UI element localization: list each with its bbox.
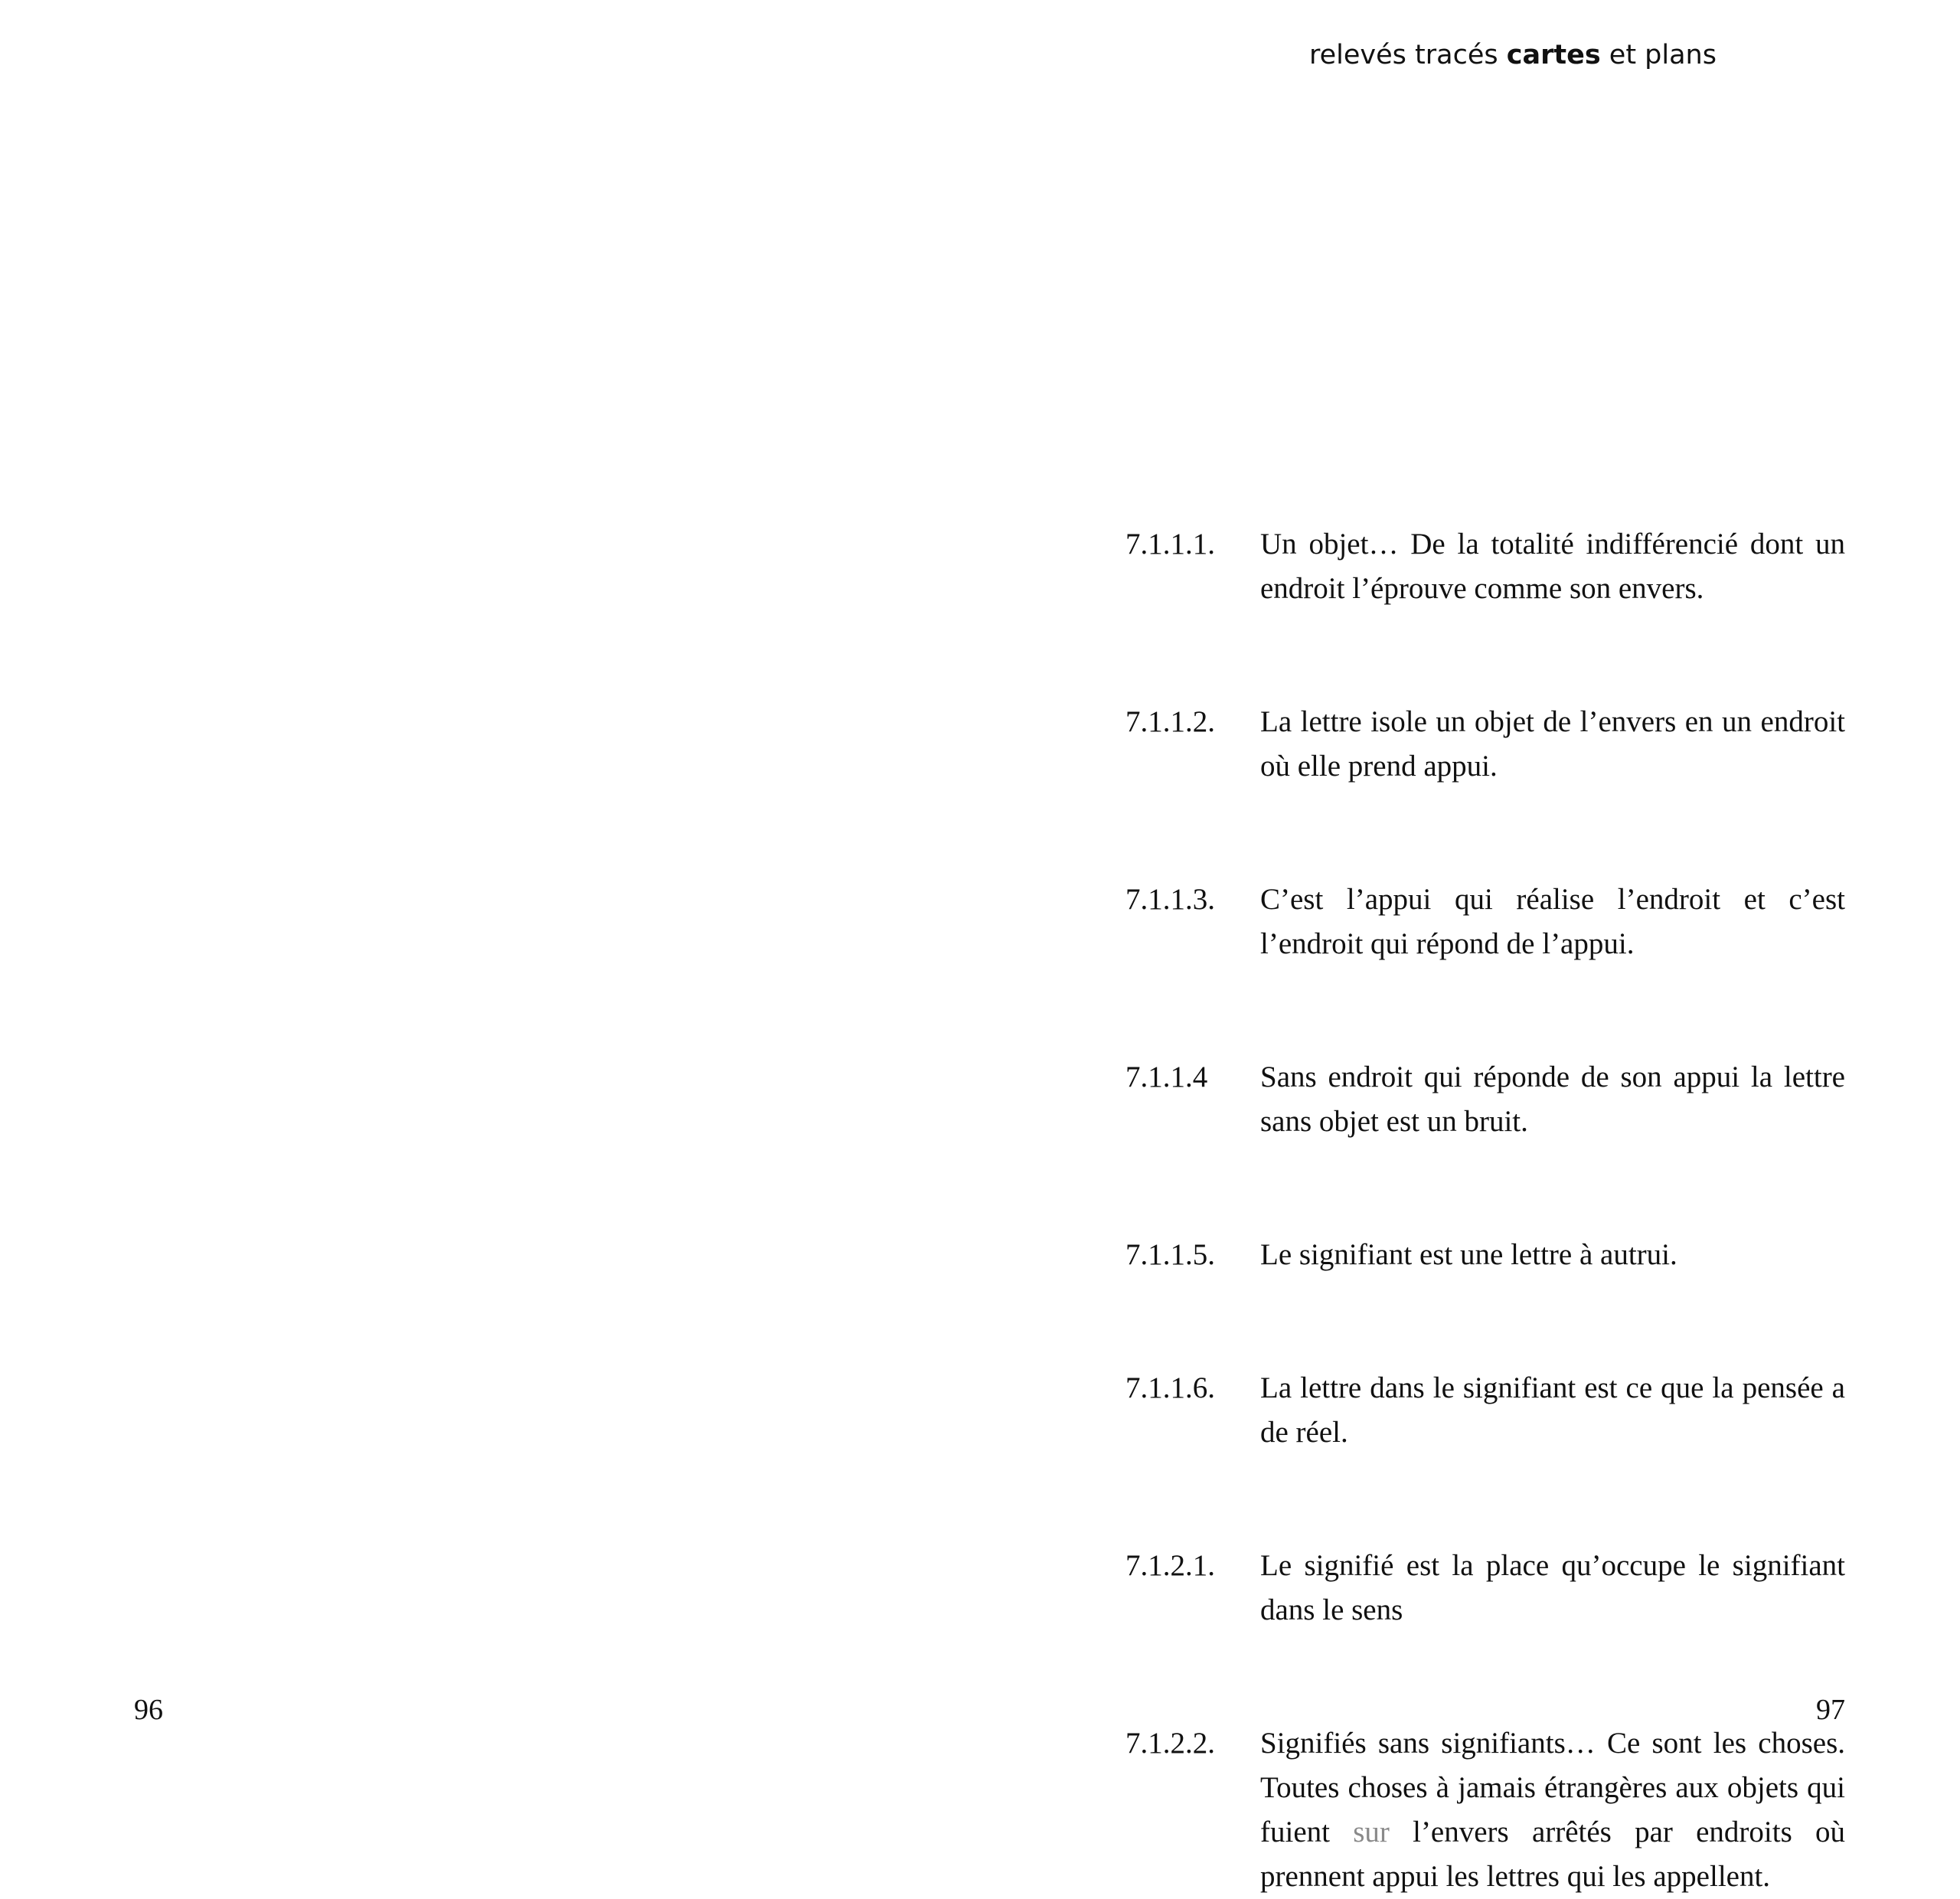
page-number-right: 97	[1816, 1694, 1845, 1726]
proposition-text	[1260, 1721, 1845, 1899]
proposition-number: 7.1.1.2.	[1125, 705, 1215, 738]
proposition-7-1-1-2	[1125, 700, 1845, 789]
proposition-number: 7.1.2.2.	[1125, 1727, 1215, 1760]
proposition-text: La lettre dans le signifiant est ce que la pensée a de réel.	[1260, 1371, 1845, 1449]
proposition-7-1-1-4	[1125, 1055, 1845, 1144]
running-head	[1309, 40, 1717, 70]
proposition-number: 7.1.1.3.	[1125, 883, 1215, 916]
proposition-number: 7.1.1.1.	[1125, 528, 1215, 561]
proposition-text: Le signifié est la place qu’occupe le signifiant dans le sens	[1260, 1549, 1845, 1626]
proposition-7-1-1-6	[1125, 1366, 1845, 1455]
proposition-number: 7.1.1.5.	[1125, 1238, 1215, 1271]
faded-word: sur	[1353, 1816, 1390, 1848]
proposition-text: C’est l’appui qui réalise l’endroit et c’est l’endroit qui répond de l’appui.	[1260, 883, 1845, 960]
proposition-text-after: l’envers arrêtés par endroits où prennent appui les lettres qui les appellent.	[1260, 1816, 1846, 1893]
proposition-7-1-1-3	[1125, 878, 1845, 966]
numbered-propositions	[1125, 522, 1845, 1899]
proposition-7-1-2-1	[1125, 1544, 1845, 1633]
proposition-text: Un objet… De la totalité indifférencié dont un endroit l’éprouve comme son envers.	[1260, 528, 1845, 605]
proposition-text: Le signifiant est une lettre à autrui.	[1260, 1238, 1677, 1271]
running-head-prefix: relevés tracés	[1309, 40, 1507, 70]
proposition-number: 7.1.1.6.	[1125, 1371, 1215, 1404]
proposition-7-1-2-2	[1125, 1721, 1845, 1899]
proposition-number: 7.1.2.1.	[1125, 1549, 1215, 1582]
proposition-text: La lettre isole un objet de l’envers en un endroit où elle prend appui.	[1260, 705, 1845, 783]
proposition-text: Sans endroit qui réponde de son appui la lettre sans objet est un bruit.	[1260, 1061, 1845, 1138]
proposition-7-1-1-5	[1125, 1233, 1845, 1277]
page-number-left: 96	[134, 1694, 163, 1726]
proposition-text-before: Signifiés sans signifiants… Ce sont les choses. Toutes choses à jamais étrangères aux objets qui fuient	[1260, 1727, 1845, 1848]
running-head-suffix: et plans	[1600, 40, 1717, 70]
proposition-number: 7.1.1.4	[1125, 1061, 1208, 1093]
proposition-7-1-1-1	[1125, 522, 1845, 611]
running-head-bold: cartes	[1506, 40, 1601, 70]
